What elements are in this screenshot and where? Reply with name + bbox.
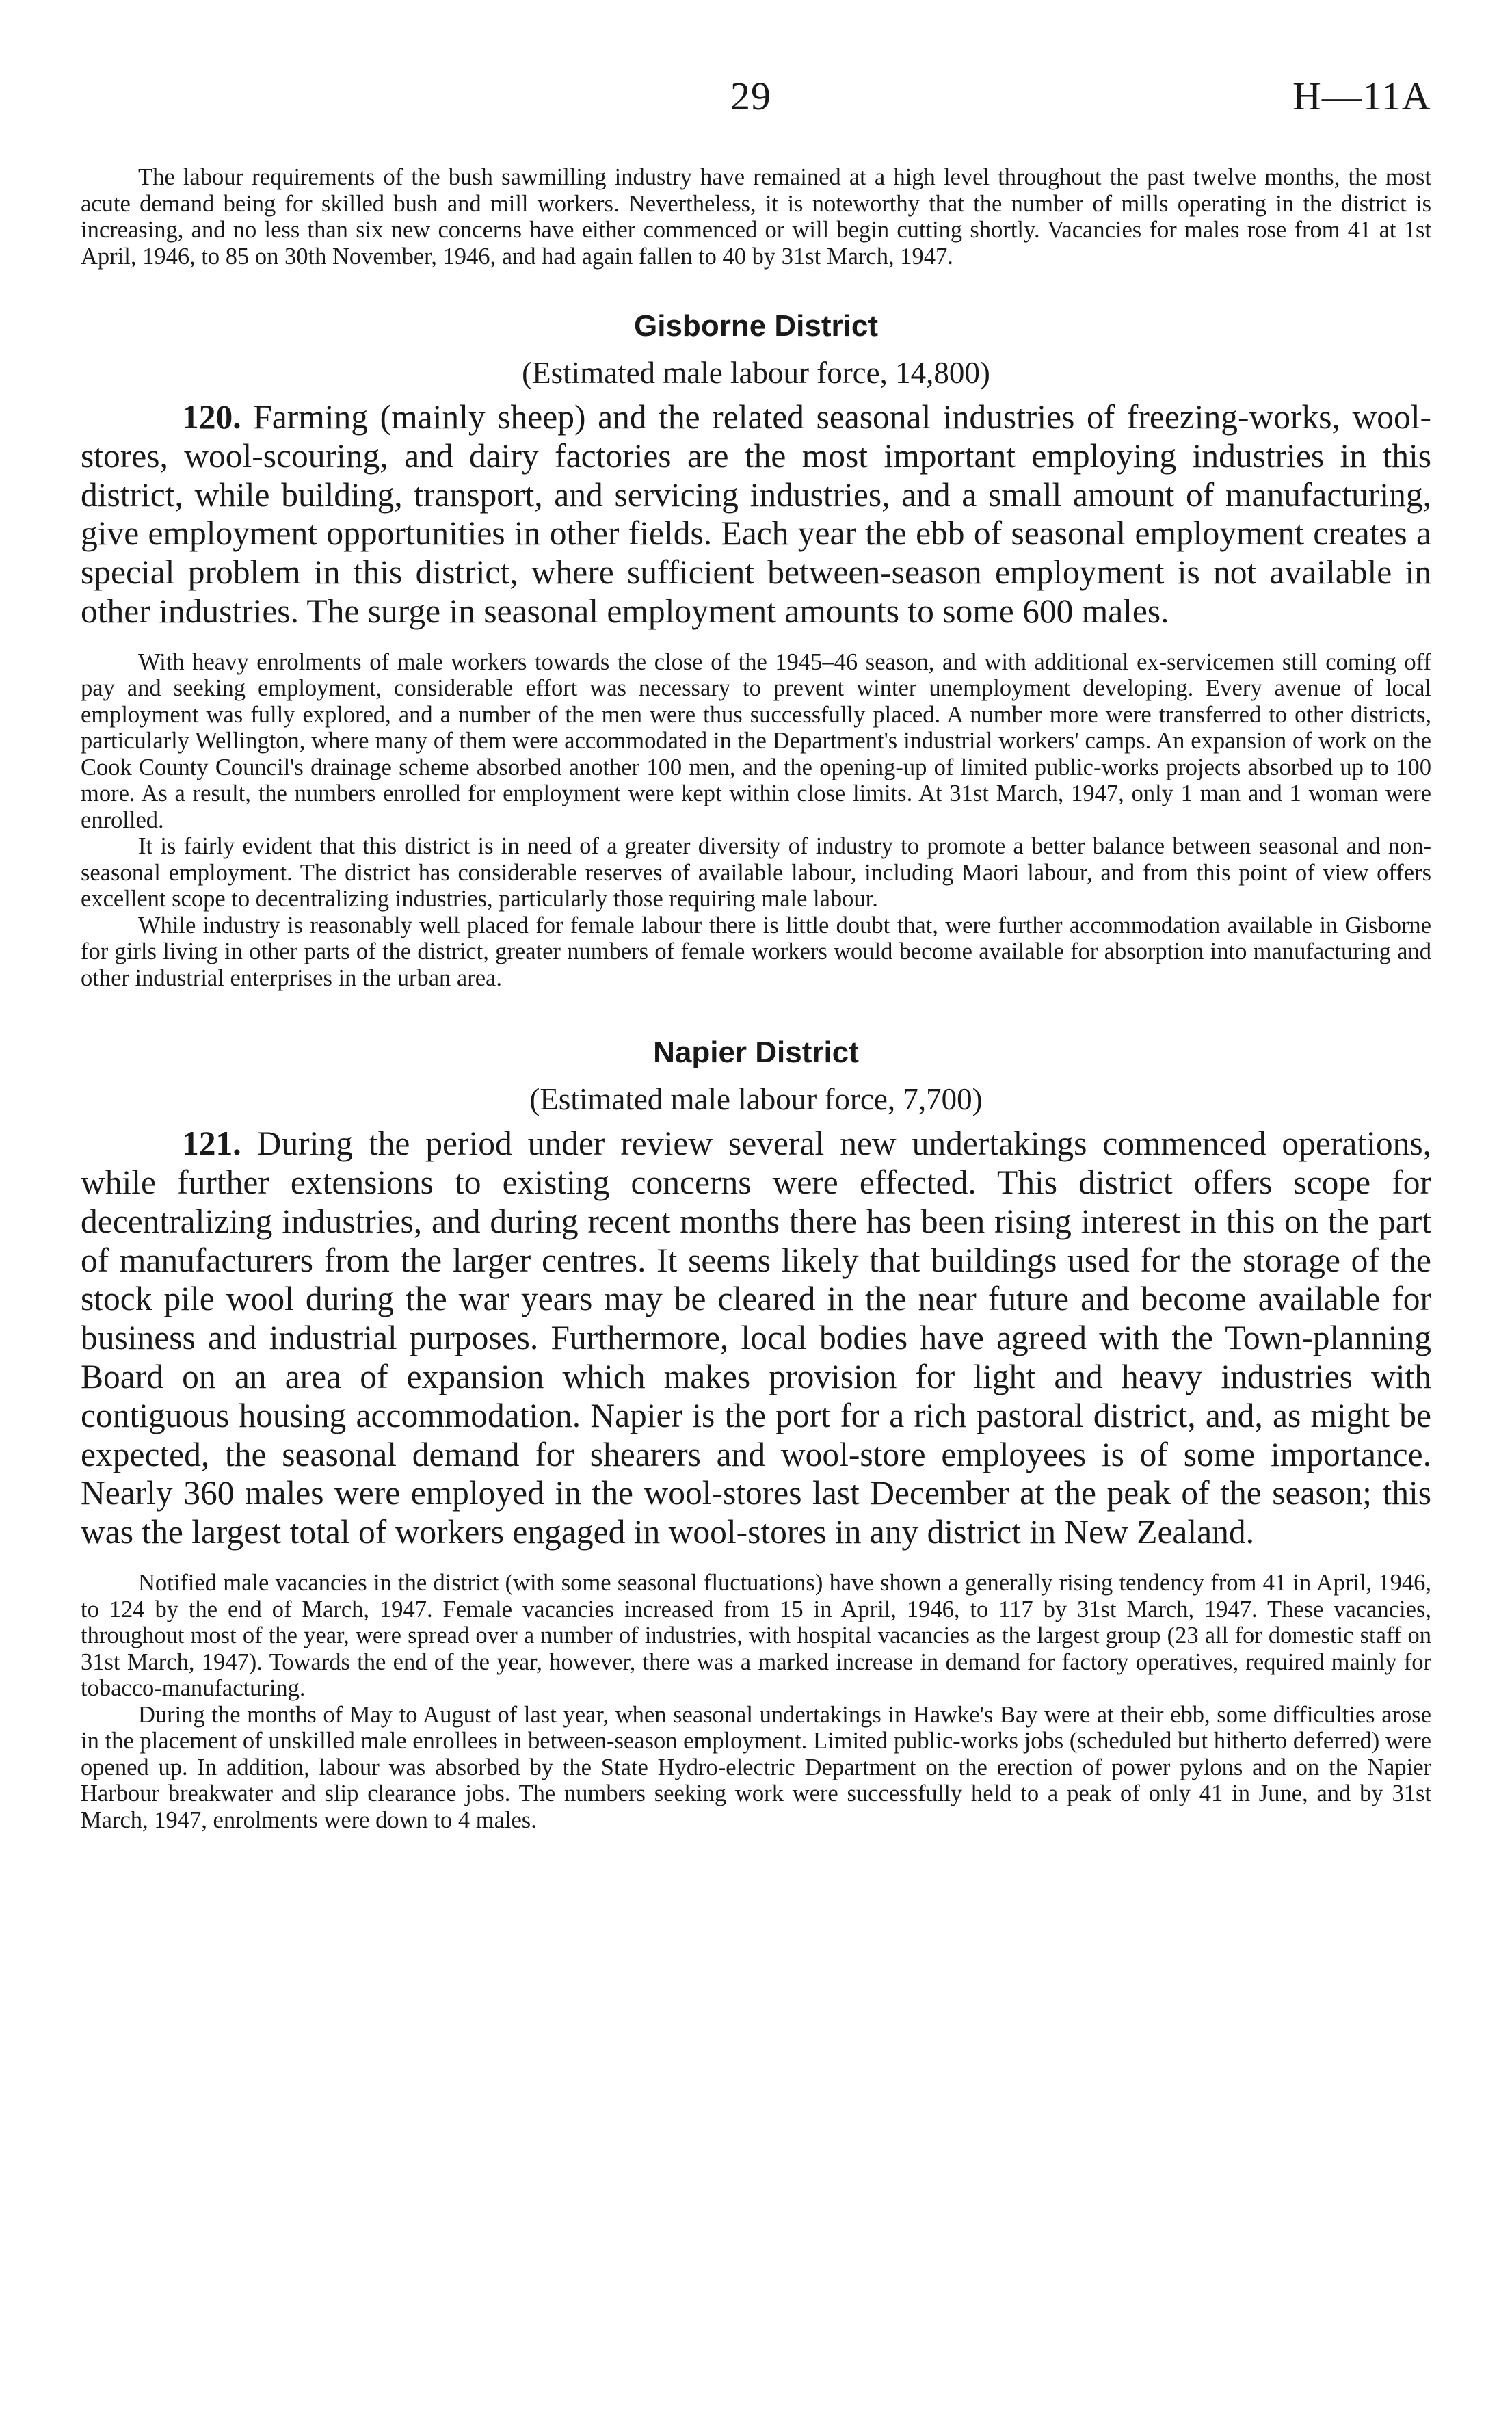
gisborne-paragraph-3: While industry is reasonably well placed for female labour there is little doubt that, were further accommodation available in Gisborne for girls living in other parts of the district, greater numbers of female workers would become available for absorption into manufacturing and other industrial enterprises in the urban area. [81, 912, 1431, 991]
napier-paragraph-1: Notified male vacancies in the district (with some seasonal fluctuations) have shown a generally rising tendency from 41 in April, 1946, to 124 by the end of March, 1947. Female vacancies increased from 15 in April, 1946, to 117 by 31st March, 1947. These vacancies, throughout most of the year, were spread over a number of industries, with hospital vacancies as the largest group (23 all for domestic staff on 31st March, 1947). Towards the end of the year, however, there was a marked increase in demand for factory operatives, required mainly for tobacco-manufacturing. [81, 1570, 1431, 1702]
napier-heading: Napier District [653, 1036, 859, 1070]
page-number: 29 [730, 74, 771, 118]
page-body [81, 164, 1431, 1833]
napier-lead-text: During the period under review several new undertakings commenced operations, while further extensions to existing concerns were effected. This district offers scope for decentralizing industries, and during recent months there has been rising interest in this on the part of manufacturers from the larger centres. It seems likely that buildings used for the storage of the stock pile wool during the war years may be cleared in the near future and become available for business and industrial purposes. Furthermore, local bodies have agreed with the Town-planning Board on an area of expansion which makes provision for light and heavy industries with contiguous housing accommodation. Napier is the port for a rich pastoral district, and, as might be expected, the seasonal demand for shearers and wool-store employees is of some importance. Nearly 360 males were employed in the wool-stores last December at the peak of the season; this was the largest total of workers engaged in wool-stores in any district in New Zealand. [81, 1125, 1431, 1551]
gisborne-lead-text: Farming (mainly sheep) and the related seasonal industries of freezing-works, wool-stores, wool-scouring, and dairy factories are the most important employing industries in this district, while building, transport, and servicing industries, and a small amount of manufacturing, give employment opportunities in other fields. Each year the ebb of seasonal employment creates a special problem in this district, where sufficient between-season employment is not available in other industries. The surge in seasonal employment amounts to some 600 males. [81, 398, 1431, 630]
intro-paragraph: The labour requirements of the bush sawmilling industry have remained at a high level throughout the past twelve months, the most acute demand being for skilled bush and mill workers. Nevertheless, it is noteworthy that the number of mills operating in the district is increasing, and no less than six new concerns have either commenced or will begin cutting shortly. Vacancies for males rose from 41 at 1st April, 1946, to 85 on 30th November, 1946, and had again fallen to 40 by 31st March, 1947. [81, 164, 1431, 270]
napier-paragraph-2: During the months of May to August of last year, when seasonal undertakings in Hawke's Bay were at their ebb, some difficulties arose in the placement of unskilled male enrollees in between-season employment. Limited public-works jobs (scheduled but hitherto deferred) were opened up. In addition, labour was absorbed by the State Hydro-electric Department on the erection of power pylons and on the Napier Harbour breakwater and slip clearance jobs. The numbers seeking work were successfully held to a peak of only 41 in June, and by 31st March, 1947, enrolments were down to 4 males. [81, 1701, 1431, 1833]
gisborne-lead-paragraph [81, 398, 1431, 631]
gisborne-paragraph-2: It is fairly evident that this district is in need of a greater diversity of industry to promote a better balance between seasonal and non-seasonal employment. The district has considerable reserves of available labour, including Maori labour, and from this point of view offers excellent scope to decentralizing industries, particularly those requiring male labour. [81, 833, 1431, 912]
gisborne-subheading: (Estimated male labour force, 14,800) [522, 356, 990, 390]
napier-lead-paragraph [81, 1125, 1431, 1552]
paragraph-number: 120. [182, 398, 241, 436]
napier-subheading: (Estimated male labour force, 7,700) [529, 1082, 983, 1117]
paragraph-number: 121. [182, 1125, 241, 1163]
gisborne-heading: Gisborne District [634, 309, 878, 343]
document-reference: H—11A [1292, 74, 1431, 118]
gisborne-paragraph-1: With heavy enrolments of male workers towards the close of the 1945–46 season, and with additional ex-servicemen still coming off pay and seeking employment, considerable effort was necessary to prevent winter unemployment developing. Every avenue of local employment was fully explored, and a number of the men were thus successfully placed. A number more were transferred to other districts, particularly Wellington, where many of them were accommodated in the Department's industrial workers' camps. An expansion of work on the Cook County Council's drainage scheme absorbed another 100 men, and the opening-up of limited public-works projects absorbed up to 100 more. As a result, the numbers enrolled for employment were kept within close limits. At 31st March, 1947, only 1 man and 1 woman were enrolled. [81, 648, 1431, 833]
